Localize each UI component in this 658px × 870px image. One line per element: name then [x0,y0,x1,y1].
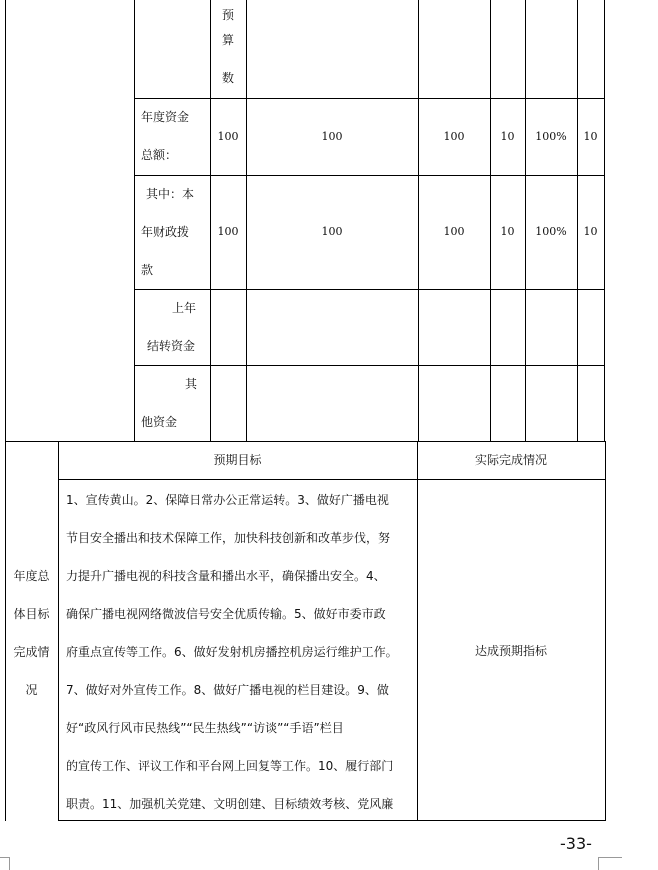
expected-goal-line-5: 府重点宣传等工作。6、做好发射机房播控机房运行维护工作。 [66,645,398,659]
row-label-total-funds-line2: 总额： [141,148,178,162]
expected-goal-line-4: 确保广播电视网络微波信号安全优质传输。5、做好市委市政 [66,607,386,621]
actual-completion-value: 达成预期指标 [474,644,547,658]
expected-goal-line-8: 的宣传工作、评议工作和平台网上回复等工作。10、履行部门 [66,759,394,773]
row1-budget-value: 100 [217,130,239,143]
expected-goal-line-9: 职责。11、加强机关党建、文明创建、目标绩效考核、党风廉 [66,797,394,811]
annual-goal-label-line2: 体目标 [13,607,50,621]
budget-header-char-2: 算 [221,33,234,47]
row2-score-value: 10 [500,225,515,238]
row-label-other-line2: 他资金 [141,415,178,429]
lower-border-right [605,441,606,821]
row1-rate-value: 100% [535,130,567,143]
table-row-line [134,98,605,99]
expected-goal-header: 预期目标 [213,453,262,467]
crop-mark-left [9,857,10,870]
table-col-line [246,0,247,442]
expected-goal-line-7: 好“政风行风市民热线”“民生热线”“访谈”“手语”栏目 [66,721,344,735]
row-label-carryover-line1: 上年 [172,301,197,315]
table-border-right [604,0,605,442]
lower-col-line [58,441,59,821]
crop-mark-right [598,857,622,858]
expected-goal-line-3: 力提升广播电视的科技含量和播出水平，确保播出安全。4、 [66,569,386,583]
annual-goal-label-line4: 况 [25,683,38,697]
lower-col-line [417,441,418,821]
budget-header-char-1: 预 [221,8,234,22]
table-col-line [210,0,211,442]
row2-rate-value: 100% [535,225,567,238]
row-label-fiscal-line1: 其中：本 [146,187,195,201]
row-label-carryover-line2: 结转资金 [147,339,196,353]
expected-goal-line-1: 1、宣传黄山。2、保障日常办公正常运转。3、做好广播电视 [66,493,389,507]
table-border-left-outer [5,0,6,442]
table-row-line [134,365,605,366]
row1-adjusted-value: 100 [321,130,343,143]
row-label-other-line1: 其 [185,377,198,391]
row-label-fiscal-line2: 年财政拨 [141,225,190,239]
budget-header-char-3: 数 [221,71,234,85]
row2-adjusted-value: 100 [321,225,343,238]
expected-goal-line-2: 节目安全播出和技术保障工作，加快科技创新和改革步伐，努 [66,531,391,545]
lower-header-line [58,479,606,480]
table-col-line [525,0,526,442]
row2-budget-value: 100 [217,225,239,238]
row-label-fiscal-line3: 款 [141,263,154,277]
table-col-line [418,0,419,442]
table-col-line [134,0,135,442]
expected-goal-line-6: 7、做好对外宣传工作。8、做好广播电视的栏目建设。9、做 [66,683,389,697]
actual-completion-header: 实际完成情况 [474,453,547,467]
row2-executed-value: 100 [443,225,465,238]
annual-goal-label-line3: 完成情 [13,645,50,659]
table-row-line [134,289,605,290]
page-number: -33- [560,834,592,853]
table-row-line [134,175,605,176]
crop-mark-right [598,857,599,870]
annual-goal-label-line1: 年度总 [13,569,50,583]
row2-points-value: 10 [583,225,598,238]
row1-score-value: 10 [500,130,515,143]
row1-executed-value: 100 [443,130,465,143]
table-col-line [577,0,578,442]
row1-points-value: 10 [583,130,598,143]
row-label-total-funds-line1: 年度资金 [141,110,190,124]
crop-mark-left [0,857,9,858]
table-col-line [490,0,491,442]
